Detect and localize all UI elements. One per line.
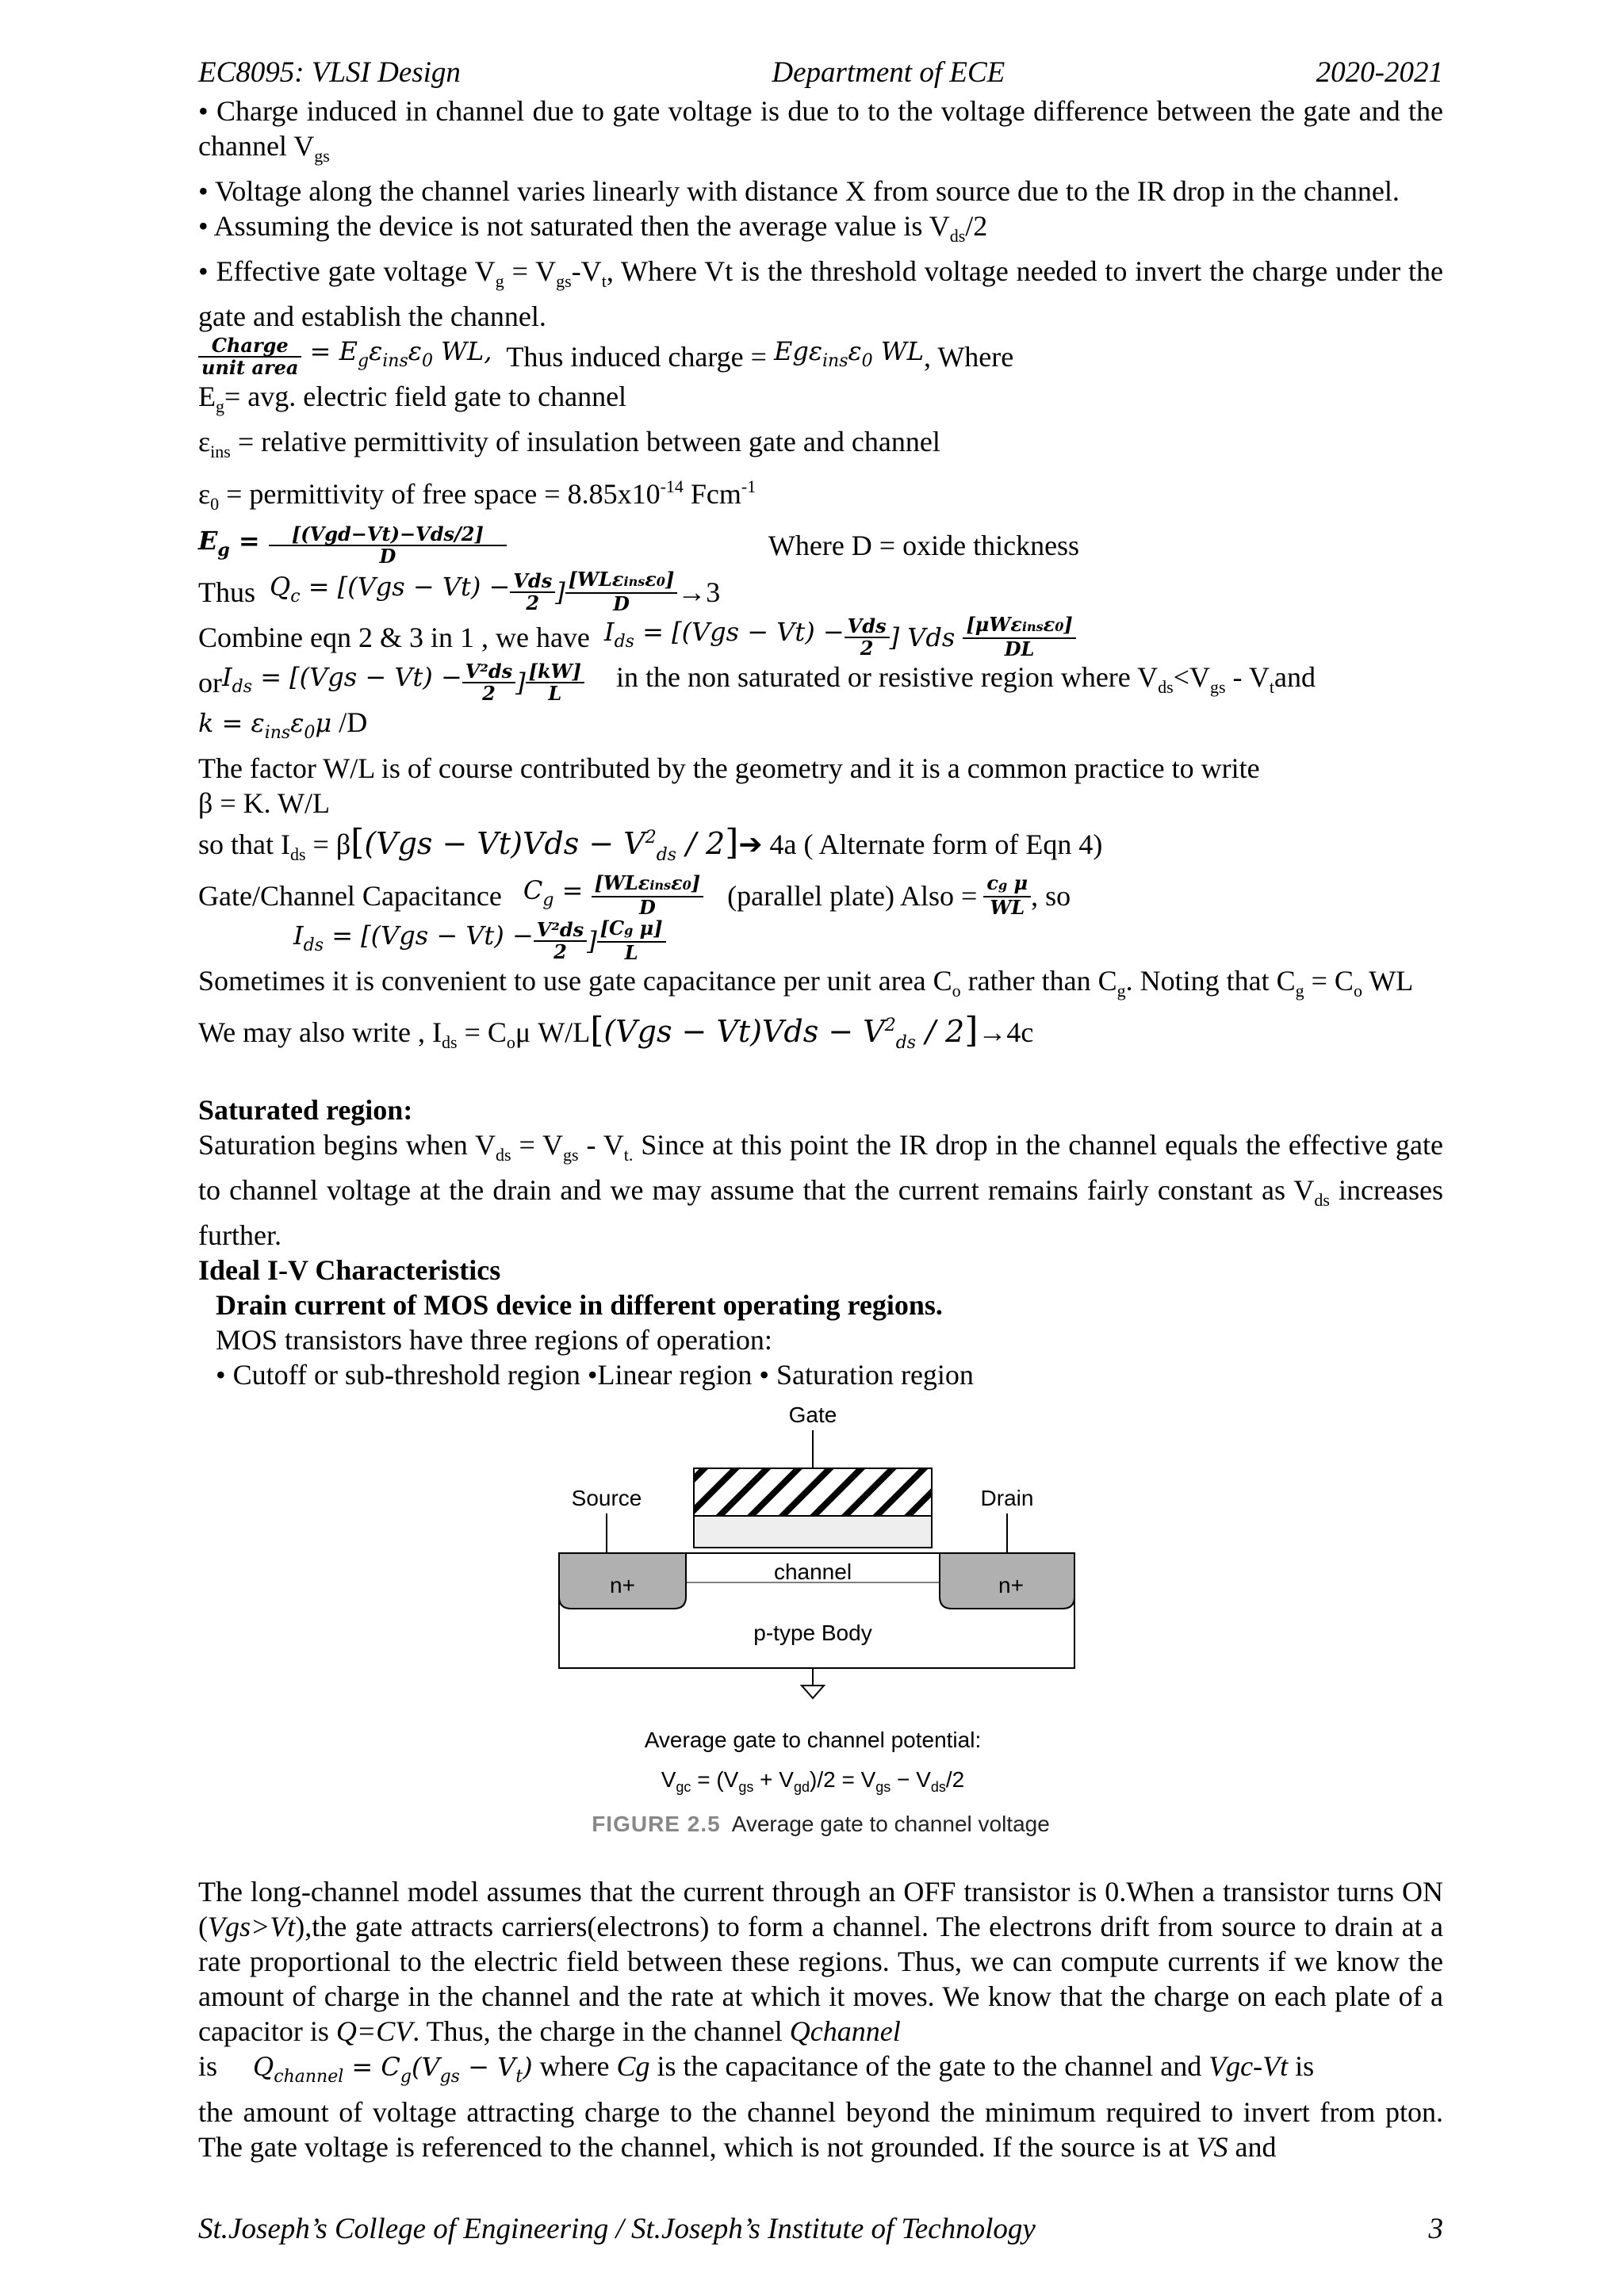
gate-label: Gate — [788, 1402, 837, 1427]
bullet-2: • Voltage along the channel varies linearly with distance X from source due to the IR drop in the channel. — [198, 175, 1400, 207]
college-name: St.Joseph’s College of Engineering / St.Joseph’s Institute of Technology — [198, 2213, 1036, 2245]
ideal-iv-heading: Ideal I-V Characteristics — [198, 1254, 501, 1286]
drain-label: Drain — [980, 1486, 1034, 1510]
department: Department of ECE — [772, 56, 1005, 89]
gate-electrode — [694, 1468, 932, 1516]
gate-oxide — [694, 1516, 932, 1548]
n-plus-right: n+ — [998, 1573, 1024, 1598]
combine-equation-line: Combine eqn 2 & 3 in 1 , we have $I_{ds} = [(Vgs - Vt)$ − $\frac{\text{Vds}}{2}$ ] Vds $\frac{\text{[μWεinsε0]}}{DL}$ — [198, 614, 1443, 660]
page-number: 3 — [1428, 2213, 1443, 2245]
bullet-3: • Assuming the device is not saturated then the average value is $V_{ds}/2$ — [198, 210, 988, 246]
ids-cg-equation-line: $I_{ds} = [(Vgs - Vt)$ − $\frac{\text{V²ds}}{2}$ ] $\frac{\text{[Cg μ]}}{L}$ — [198, 918, 1443, 963]
drain-current-heading: Drain current of MOS device in different operating regions. — [216, 1289, 943, 1321]
long-channel-paragraph: The long-channel model assumes that the current through an OFF transistor is 0.When a transistor turns ON (Vgs>Vt),the gate attracts carriers(electrons) to form a channel. The electrons drift from source to drain at a rate proportional to the electric field between these regions. Thus, we can compute currents if we know the amount of charge in the channel and the rate at which it moves. We know that the charge on each plate of a capacitor is Q=CV. Thus, the charge in the channel Qchannel — [198, 1876, 1443, 2047]
page-footer — [198, 2212, 1443, 2246]
wl-paragraph: The factor W/L is of course contributed by the geometry and it is a common practice to write — [198, 752, 1260, 784]
course-code: EC8095: VLSI Design — [198, 56, 461, 89]
body-label: p-type Body — [753, 1621, 872, 1645]
def-eg: $E_g=$ avg. electric field gate to channel — [198, 381, 627, 416]
saturated-heading: Saturated region: — [198, 1094, 413, 1126]
gate-capacitance-line: Gate/Channel Capacitance $C_g$ = $\frac{\text{[WLεinsε0]}}{D}$ (parallel plate) Also = $\frac{\text{cg μ}}{WL}$ , so — [198, 871, 1071, 919]
ground-icon — [802, 1686, 824, 1698]
or-equation-line: or $I_{ds} = [(Vgs - Vt)$ − $\frac{\text{V²ds}}{2}$ ] $\frac{[kW]}{L}$ in the non saturated or resistive region where $V_{ds}<V_{gs} - V_tand$ — [198, 659, 1316, 705]
bullet-1: • Charge induced in channel due to gate voltage is due to to the voltage difference between the gate and the channel $V_{gs}$ — [198, 95, 1443, 166]
page-header — [198, 55, 1443, 90]
document-page — [198, 55, 1443, 2164]
beta-line: β = K. W/L — [198, 787, 330, 819]
eg-equation-line: $E_g$ = $\frac{\text{[(Vgd−Vt)−Vds/2]}}{D}$ Where D = oxide thickness — [198, 522, 1080, 568]
charge-fraction: $\frac{\text{Charge}}{\text{unit area}}$ — [198, 335, 301, 378]
n-plus-left: n+ — [610, 1573, 635, 1598]
vgc-equation: $V_{gc} = (V_{gs} + V_{gd})/2 = V_{gs} - V_{ds}/2$ — [661, 1767, 965, 1795]
last-paragraph: the amount of voltage attracting charge to the channel beyond the minimum required to invert from pton. The gate voltage is referenced to the channel, which is not grounded. If the source is at VS and — [198, 2096, 1443, 2163]
avg-potential-title: Average gate to channel potential: — [644, 1728, 982, 1752]
qc-equation-line: Thus $Q_c = [(Vgs - Vt)$ − $\frac{\text{Vds}}{2}$ ] $\frac{\text{[WLεinsε0]}}{D}$ →3 — [198, 568, 721, 615]
academic-year: 2020-2021 — [1316, 56, 1443, 89]
regions-list: • Cutoff or sub-threshold region •Linear region • Saturation region — [216, 1359, 974, 1391]
def-eins: $\varepsilon_{ins}$ = relative permittivity of insulation between gate and channel — [198, 426, 940, 461]
three-regions-text: MOS transistors have three regions of operation: — [216, 1324, 772, 1356]
sometimes-paragraph: Sometimes it is convenient to use gate capacitance per unit area $C_o$ rather than $C_g$. Noting that $C_g = C_o$ WL — [198, 965, 1414, 1001]
we-may-equation-line: We may also write , $I_{ds} = C_o\mu$ $W/L[(Vgs - Vt)Vds - V^2_{ds} / 2]\to 4c$ — [198, 1010, 1034, 1053]
def-e0: $\varepsilon_0$ = permittivity of free space = $8.85x10^{-14}$ Fcm$^{-1}$ — [198, 476, 756, 514]
q-channel-line: is $Q_{channel} = C_g(V_{gs} - V_t)$ where Cg is the capacitance of the gate to the channel and Vgc-Vt is — [198, 2050, 1315, 2087]
mos-diagram — [424, 1399, 1217, 1874]
sothat-equation-line: so that $I_{ds} = \beta[(Vgs - Vt)Vds - V^2_{ds}$ / 2]➔ 4a ( Alternate form of Eqn 4) — [198, 822, 1103, 865]
charge-equation-line: $\frac{\text{Charge}}{\text{unit area}}$ = $E_g\varepsilon_{ins}\varepsilon_0$ WL, Thus induced charge = $Eg\varepsilon_{ins}\varepsilon_0$ WL , Where — [198, 334, 1443, 379]
mos-figure — [424, 1399, 1217, 1874]
bullet-4: • Effective gate voltage $V_g = V_{gs}-V_t$, Where Vt is the threshold voltage needed to invert the charge under the gate and establish the channel. — [198, 255, 1444, 332]
figure-caption: FIGURE 2.5 Average gate to channel voltage — [592, 1812, 1050, 1836]
saturated-paragraph: Saturation begins when $V_{ds} = V_{gs} - V_{t.}$ Since at this point the IR drop in the channel equals the effective gate to channel voltage at the drain and we may assume that the current remains fairly constant as $V_{ds}$ increases further. — [198, 1129, 1443, 1251]
channel-label: channel — [773, 1559, 852, 1584]
source-label: Source — [571, 1486, 642, 1510]
k-equation-line: $k = \varepsilon_{ins}\varepsilon_0\mu$ /D — [198, 706, 368, 743]
